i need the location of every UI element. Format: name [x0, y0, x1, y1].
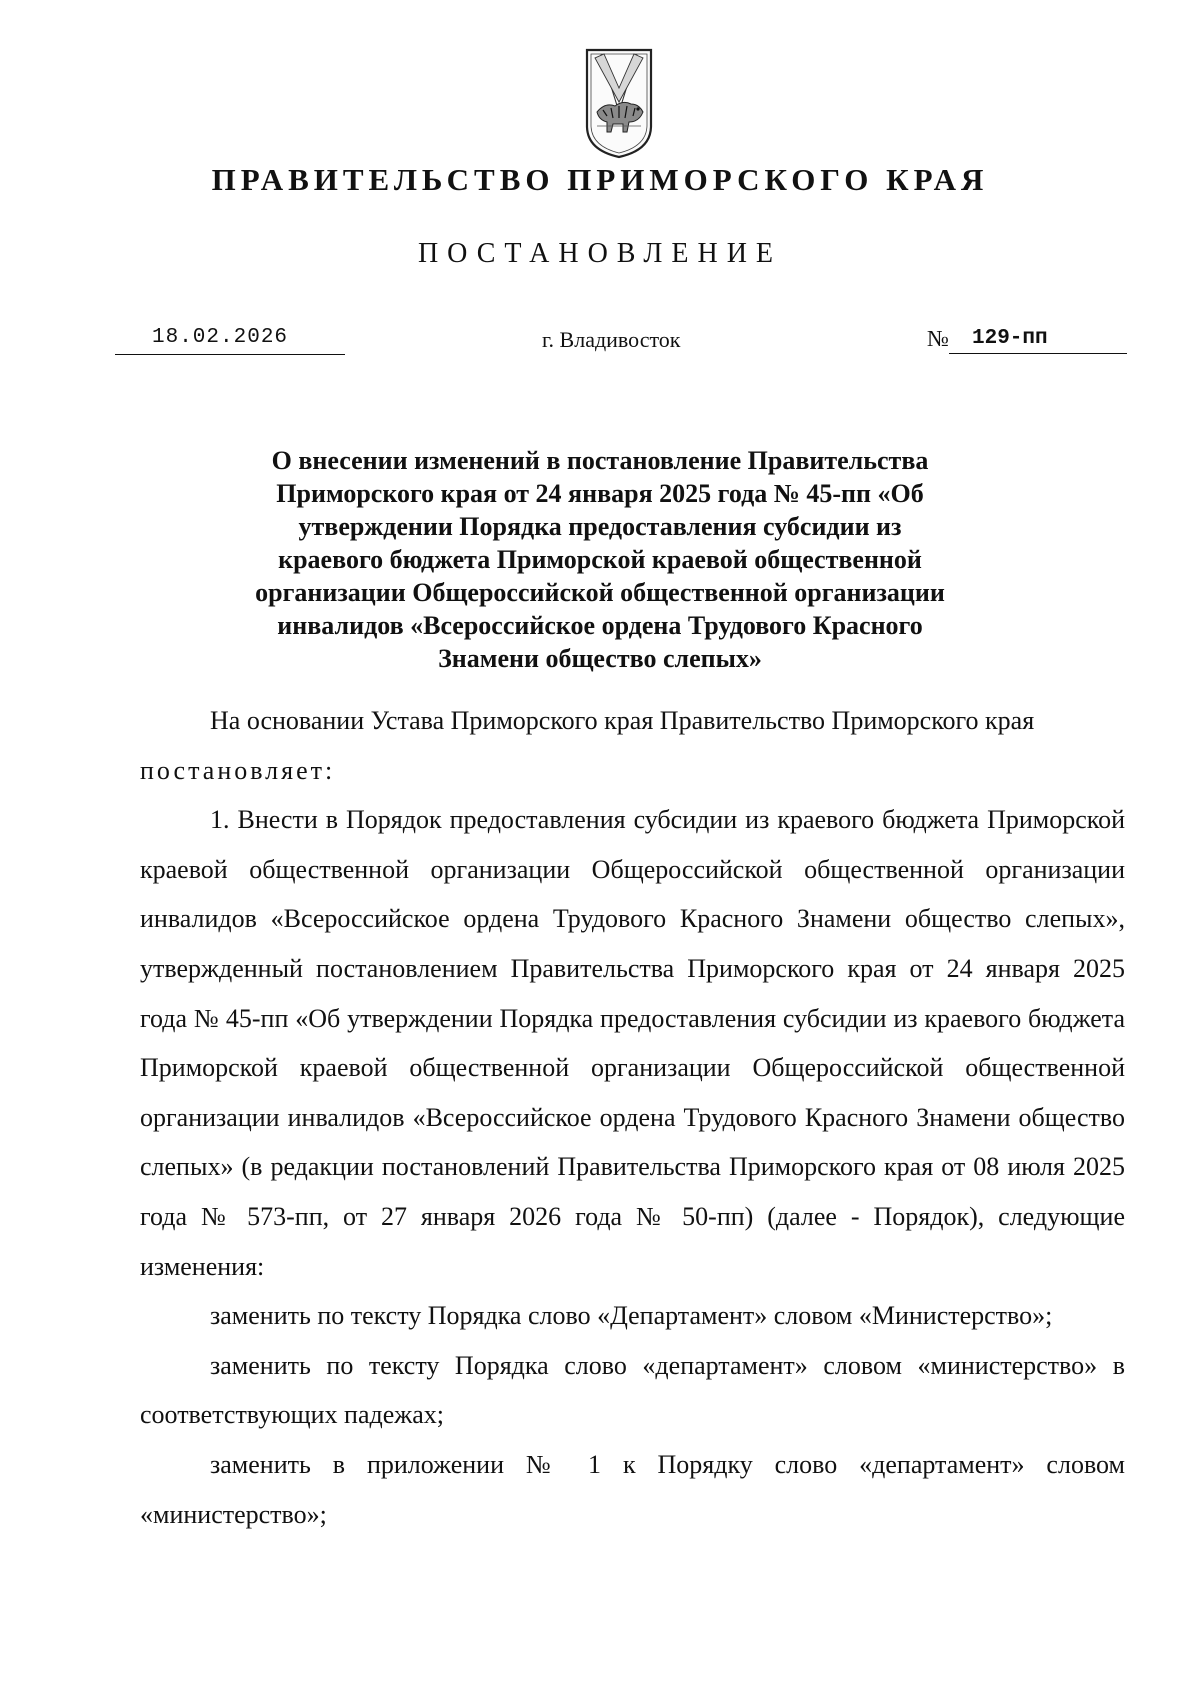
document-date-field: [115, 326, 345, 355]
number-sign: №: [927, 326, 949, 351]
heading-line: О внесении изменений в постановление Правительства: [271, 446, 929, 475]
heading-line: утверждении Порядка предоставления субсидии из: [298, 512, 902, 541]
number-underline: [949, 353, 1127, 354]
coat-of-arms-icon: [583, 46, 655, 160]
change-1-paragraph: заменить по тексту Порядка слово «Департамент» словом «Министерство»;: [210, 1301, 1053, 1331]
document-heading: [150, 444, 1050, 675]
item-1-paragraph: 1. Внести в Порядок предоставления субсидии из краевого бюджета Приморской краевой общественной организации Общероссийской общественной организации инвалидов «Всероссийское ордена Трудового Красного Знамени общество слепых», утвержденный постановлением Правительства Приморского края от 24 января 2025 года № 45-пп «Об утверждении Порядка предоставления субсидии из краевого бюджета Приморской краевой общественной организации Общероссийской общественной организации инвалидов «Всероссийское ордена Трудового Красного Знамени общество слепых» (в редакции постановлений Правительства Приморского края от 08 июля 2025 года № 573-пп, от 27 января 2026 года № 50-пп) (далее - Порядок), следующие изменения:: [140, 805, 1125, 1281]
heading-line: краевого бюджета Приморской краевой общественной: [278, 545, 922, 574]
preamble-paragraph: На основании Устава Приморского края Правительство Приморского края: [210, 706, 1035, 735]
document-body: [140, 696, 1125, 1539]
document-type: ПОСТАНОВЛЕНИЕ: [417, 238, 783, 269]
organization-title: ПРАВИТЕЛЬСТВО ПРИМОРСКОГО КРАЯ: [211, 162, 989, 197]
heading-line: Знамени общество слепых»: [438, 644, 762, 673]
document-number: 129-пп: [972, 327, 1048, 350]
change-3-paragraph: заменить в приложении № 1 к Порядку слово «департамент» словом «министерство»;: [140, 1449, 1125, 1529]
document-number-field: [927, 326, 1127, 354]
heading-line: инвалидов «Всероссийское ордена Трудового Красного: [277, 611, 923, 640]
change-2-paragraph: заменить по тексту Порядка слово «департамент» словом «министерство» в соответствующих падежах;: [140, 1350, 1125, 1430]
heading-line: организации Общероссийской общественной организации: [255, 578, 945, 607]
document-city: г. Владивосток: [542, 327, 681, 352]
document-date: 18.02.2026: [152, 326, 289, 349]
resolves-word: постановляет:: [140, 755, 336, 785]
heading-line: Приморского края от 24 января 2025 года № 45-пп «Об: [276, 479, 924, 508]
